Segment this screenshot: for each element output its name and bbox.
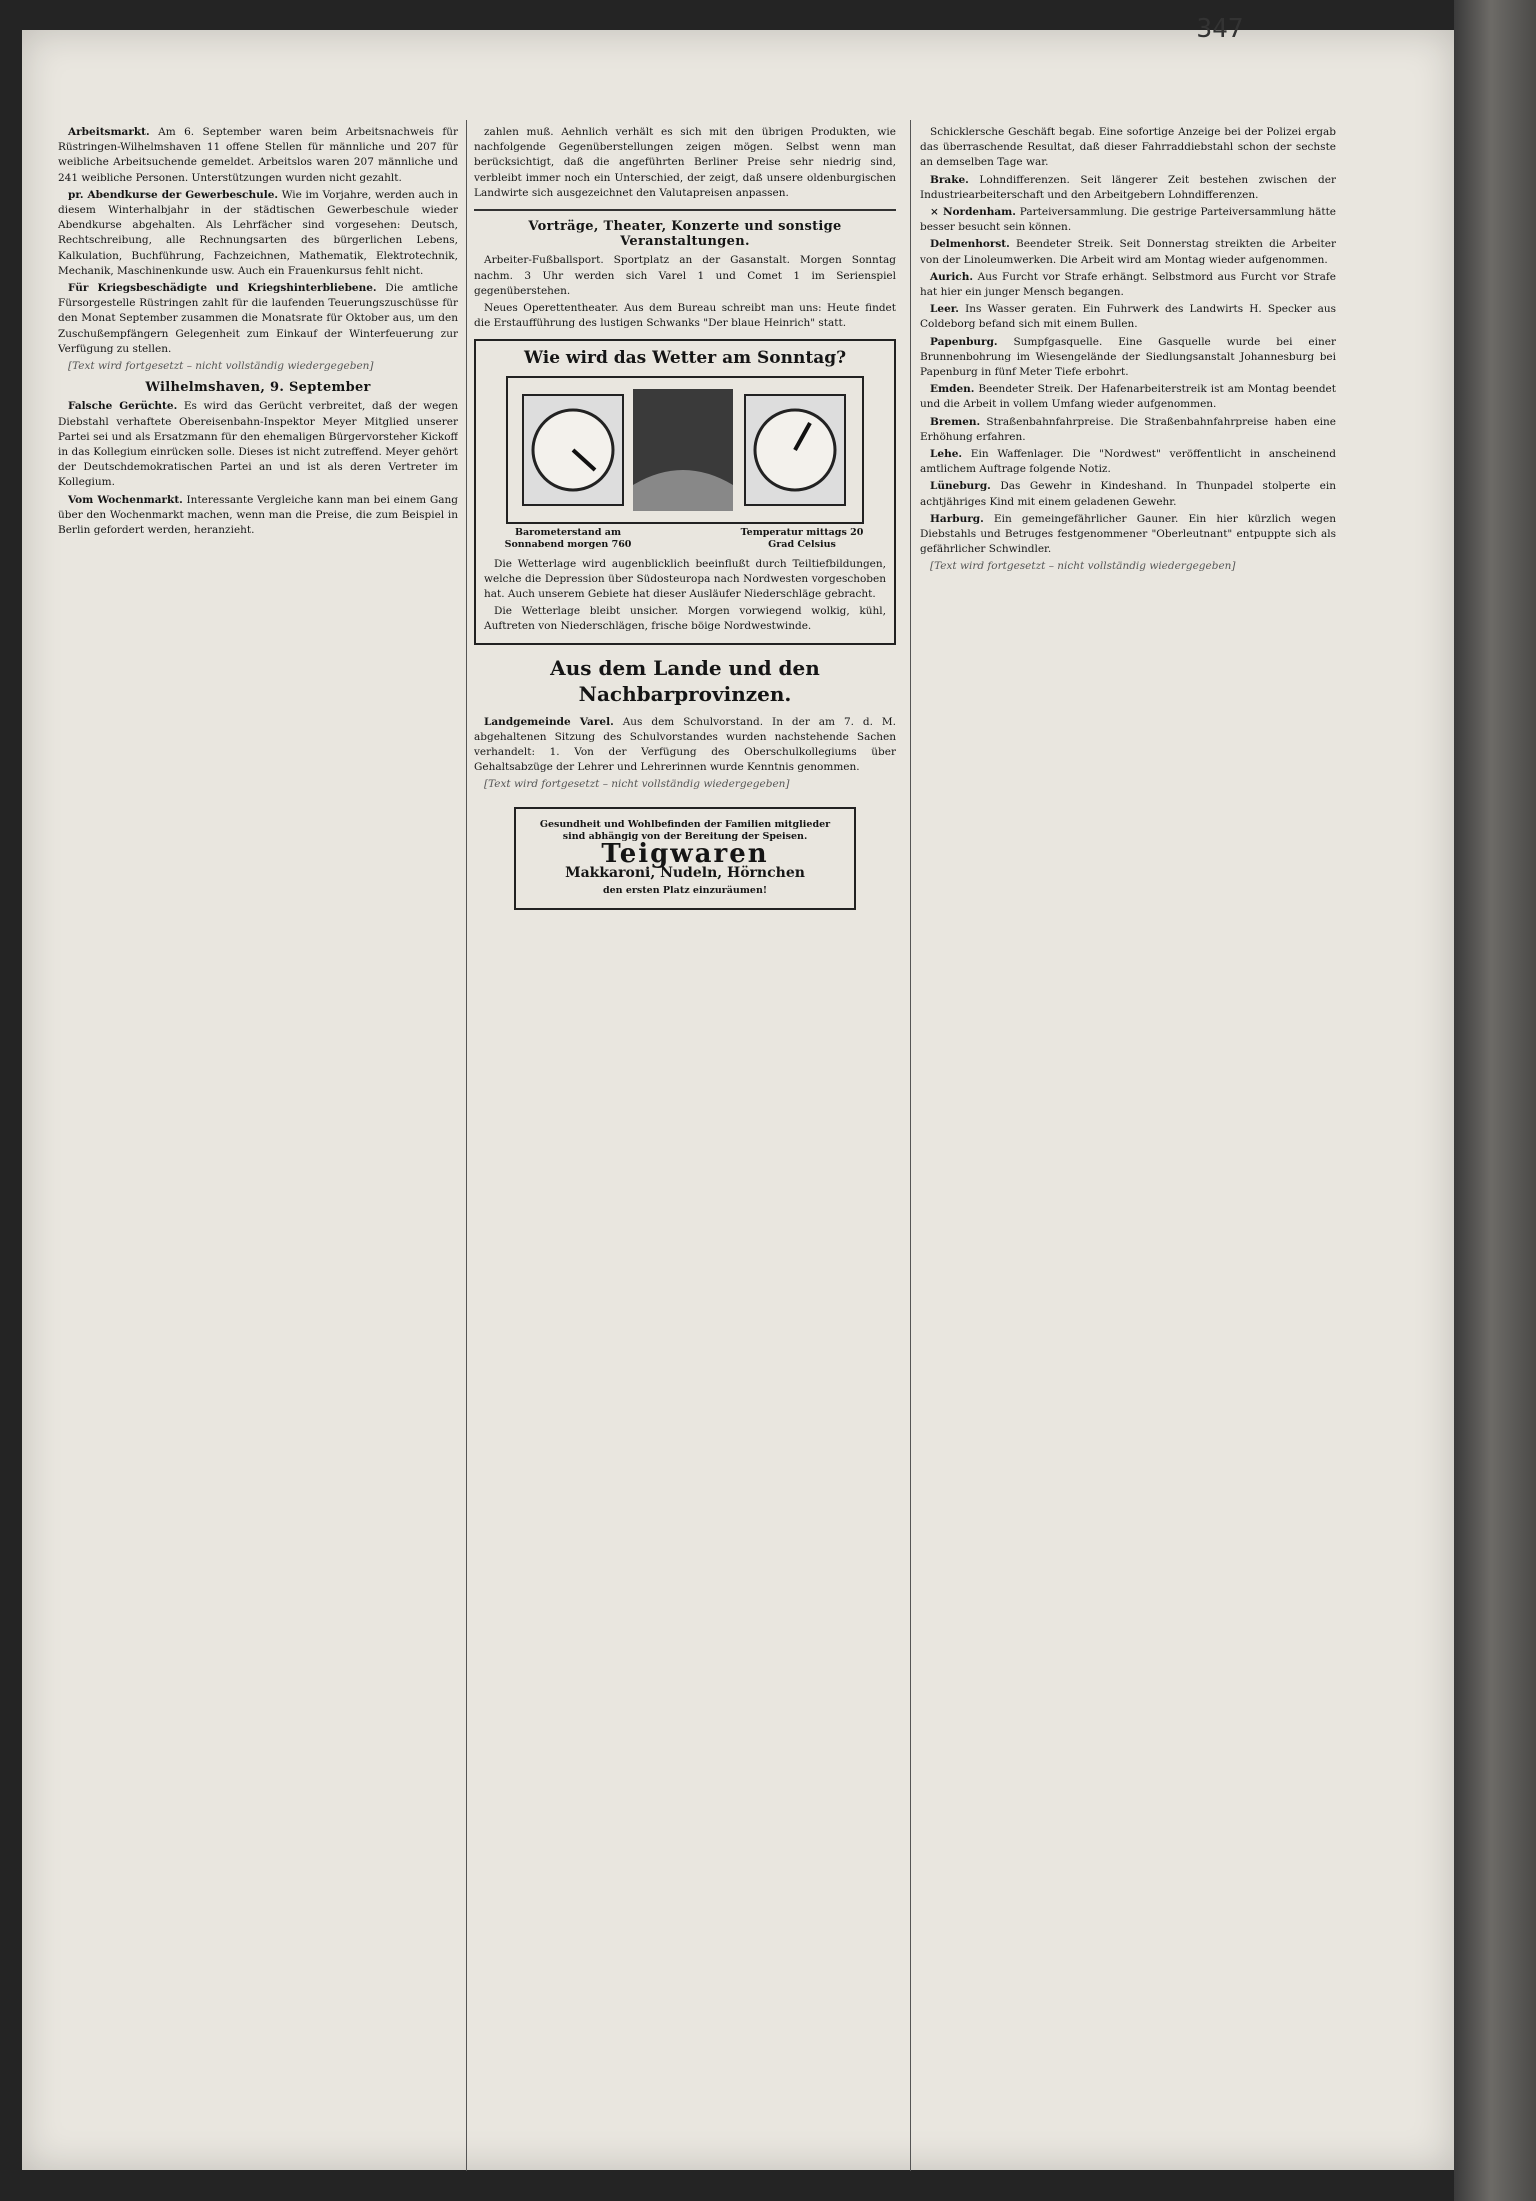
article-text: Parteiversammlung. Die gestrige Parteiversammlung hätte besser besucht sein können. <box>920 206 1336 234</box>
article-lead: Für Kriegsbeschädigte und Kriegshinterbliebene. <box>68 282 377 295</box>
weather-title: Wie wird das Wetter am Sonntag? <box>523 348 847 369</box>
article-fussball: Arbeiter-Fußballsport. Sportplatz an der Gasanstalt. Morgen Sonntag nachm. 3 Uhr werden sich Varel 1 und Comet 1 im Serienspiel gegenüberstehen. <box>474 254 896 297</box>
article-nordenham <box>920 205 1336 235</box>
article-text: Straßenbahnfahrpreise. Die Straßenbahnfahrpreise haben eine Erhöhung erfahren. <box>920 415 1336 443</box>
article-wochenmarkt <box>58 493 458 539</box>
section-heading: Wilhelmshaven, 9. September <box>145 380 371 396</box>
article-lead: Brake. <box>930 173 969 186</box>
weather-box <box>474 339 896 644</box>
article-text: Ein Waffenlager. Die "Nordwest" veröffentlicht in anscheinend amtlichem Auftrage folgende Notiz. <box>920 448 1336 476</box>
barometer-caption: Barometerstand am Sonnabend morgen 760 <box>504 526 632 550</box>
article-lead: Emden. <box>930 383 975 396</box>
article-text: Aus Furcht vor Strafe erhängt. Selbstmord aus Furcht vor Strafe hat hier ein junger Mensch begangen. <box>920 270 1336 299</box>
article-lead: Lehe. <box>930 448 963 461</box>
weather-illustration <box>505 375 865 525</box>
article-text: Die amtliche Fürsorgestelle Rüstringen zahlt für die laufenden Teuerungszuschüsse für den Monat September zusammen die Monatsrate für Oktober aus, um den Zuschußempfängern Gelegenheit zum Einkauf der Winterfeuerung zur Verfügung zu stellen. <box>58 282 458 355</box>
article-bremen <box>920 415 1336 445</box>
article-lead: Delmenhorst. <box>930 238 1010 251</box>
article-lead: Harburg. <box>930 512 984 525</box>
article-lead: pr. Abendkurse der Gewerbeschule. <box>68 188 279 201</box>
column-rule <box>910 120 911 2171</box>
article-kriegsbeschaedigte <box>58 281 458 357</box>
temperature-caption: Temperatur mittags 20 Grad Celsius <box>740 526 864 550</box>
article-lead: Vom Wochenmarkt. <box>68 493 183 506</box>
article-lead: Bremen. <box>930 415 981 428</box>
article-leer <box>920 302 1336 332</box>
article-text: Interessante Vergleiche kann man bei einem Gang über den Wochenmarkt machen, wenn man die Preise, die zum Beispiel in Berlin gefordert werden, heranzieht. <box>58 493 458 537</box>
column-middle <box>474 125 896 2181</box>
article-text: Beendeter Streik. Der Hafenarbeiterstreik ist am Montag beendet und die Arbeit in vollem Umfang wieder aufgenommen. <box>920 383 1336 411</box>
article-text: Wie im Vorjahre, werden auch in diesem Winterhalbjahr in der städtischen Gewerbeschule wieder Abendkurse abgehalten. Als Lehrfächer sind vorgesehen: Deutsch, Rechtschreibung, alle Rechnungsarten des bürgerlichen Lebens, Kalkulation, Buchführung, Fachzeichnen, Mathematik, Elektrotechnik, Mechanik, Maschinenkunde usw. Auch ein Frauenkursus fehlt nicht. <box>58 188 458 277</box>
article-emden <box>920 382 1336 412</box>
advertisement <box>514 807 856 911</box>
ad-tagline: den ersten Platz einzuräumen! <box>602 885 768 897</box>
omitted-note: [Text wird fortgesetzt – nicht vollständig wiedergegeben] <box>68 360 374 373</box>
article-varel <box>474 715 896 776</box>
article-text: Ein gemeingefährlicher Gauner. Ein hier kürzlich wegen Diebstahls und Betruges festgenommener "Oberleutnant" entpuppte sich als gefährlicher Schwindler. <box>920 512 1336 556</box>
article-continuation: zahlen muß. Aehnlich verhält es sich mit den übrigen Produkten, wie nachfolgende Gegenüberstellungen zeigen mögen. Selbst wenn man berücksichtigt, daß die angeführten Berliner Preise sehr niedrig sind, verbleibt immer noch ein Unterschied, der zeigt, daß unsere oldenburgischen Landwirte sich ausgezeichnet den Valutapreisen anpassen. <box>474 126 896 199</box>
column-rule <box>466 120 467 2171</box>
article-lead: Leer. <box>930 303 959 316</box>
barometer-icon <box>523 395 623 505</box>
article-arbeitsmarkt <box>58 125 458 186</box>
weather-summary: Die Wetterlage bleibt unsicher. Morgen vorwiegend wolkig, kühl, Auftreten von Niederschlägen, frische böige Nordwestwinde. <box>484 605 886 633</box>
omitted-note: [Text wird fortgesetzt – nicht vollständig wiedergegeben] <box>930 560 1236 573</box>
weather-captions <box>498 527 872 551</box>
landscape-icon <box>633 389 733 511</box>
column-right <box>920 125 1336 2181</box>
article-text: Das Gewehr in Kindeshand. In Thunpadel stolperte ein achtjähriges Kind mit einem geladenen Gewehr. <box>920 480 1336 508</box>
article-geruechte <box>58 399 458 490</box>
omitted-note: [Text wird fortgesetzt – nicht vollständig wiedergegeben] <box>484 778 790 791</box>
ad-subtitle: Makkaroni, Nudeln, Hörnchen <box>565 864 805 881</box>
article-lead: Arbeitsmarkt. <box>68 126 150 138</box>
article-continuation: Schicklersche Geschäft begab. Eine sofortige Anzeige bei der Polizei ergab das überraschende Resultat, daß dieser Fahrraddiebstahl schon der sechste an demselben Tage war. <box>920 126 1336 169</box>
article-brake <box>920 173 1336 203</box>
book-edge <box>1454 0 1536 2201</box>
article-lead: Lüneburg. <box>930 480 991 493</box>
article-harburg <box>920 512 1336 558</box>
article-lead: × Nordenham. <box>930 206 1016 219</box>
column-left <box>58 125 458 2181</box>
article-abendkurse <box>58 188 458 279</box>
article-lead: Papenburg. <box>930 335 998 348</box>
article-lueneburg <box>920 479 1336 509</box>
article-papenburg <box>920 335 1336 381</box>
article-text: Beendeter Streik. Seit Donnerstag streikten die Arbeiter von der Linoleumwerken. Die Arbeit wird am Montag wieder aufgenommen. <box>920 238 1336 266</box>
article-operette: Neues Operettentheater. Aus dem Bureau schreibt man uns: Heute findet die Erstaufführung des lustigen Schwanks "Der blaue Heinrich" statt. <box>474 302 896 330</box>
section-heading: Vorträge, Theater, Konzerte und sonstige Veranstaltungen. <box>528 219 842 250</box>
thermometer-icon <box>745 395 845 505</box>
article-lehe <box>920 447 1336 477</box>
article-text: Sumpfgasquelle. Eine Gasquelle wurde bei einer Brunnenbohrung im Wiesengelände der Siedlungsanstalt Johannesburg bei Papenburg in fünf Meter Tiefe erbohrt. <box>920 335 1336 379</box>
ad-intro: Gesundheit und Wohlbefinden der Familien mitglieder sind abhängig von der Bereitung der Speisen. <box>539 818 831 842</box>
page-number: 347 <box>1196 14 1244 44</box>
article-aurich <box>920 270 1336 300</box>
section-heading-provinces: Aus dem Lande und den Nachbarprovinzen. <box>550 655 820 706</box>
ad-title: Teigwaren <box>601 838 769 869</box>
article-delmenhorst <box>920 237 1336 267</box>
divider <box>474 209 896 211</box>
article-text: Es wird das Gerücht verbreitet, daß der wegen Diebstahl verhaftete Obereisenbahn-Inspektor Meyer Mitglied unserer Partei sei und als Ersatzmann für den ehemaligen Bürgervorsteher Kickoff in das Kollegium einrücken solle. Dieses ist nicht zutreffend. Meyer gehört der Deutschdemokratischen Partei an und ist als deren Vertreter im Kollegium. <box>58 400 458 489</box>
article-text: Ins Wasser geraten. Ein Fuhrwerk des Landwirts H. Specker aus Coldeborg befand sich mit einem Bullen. <box>920 303 1336 331</box>
article-lead: Landgemeinde Varel. <box>484 715 614 728</box>
article-text: Lohndifferenzen. Seit längerer Zeit bestehen zwischen der Industriearbeiterschaft und den Arbeitgebern Lohndifferenzen. <box>920 173 1336 201</box>
article-lead: Aurich. <box>930 270 973 283</box>
article-lead: Falsche Gerüchte. <box>68 400 178 413</box>
article-text: Aus dem Schulvorstand. In der am 7. d. M. abgehaltenen Sitzung des Schulvorstandes wurden nachstehende Sachen verhandelt: 1. Von der Verfügung des Oberschulkollegiums über Gehaltsabzüge der Lehrer und Lehrerinnen wurde Kenntnis genommen. <box>474 715 896 774</box>
article-text: Am 6. September waren beim Arbeitsnachweis für Rüstringen-Wilhelmshaven 11 offene Stellen für männliche und 207 für weibliche Arbeitsuchende gemeldet. Arbeitslos waren 207 männliche und 241 weibliche Personen. Unterstützungen wurden nicht gezahlt. <box>58 126 458 184</box>
weather-text: Die Wetterlage wird augenblicklich beeinflußt durch Teiltiefbildungen, welche die Depression über Südosteuropa nach Nordwesten vorgeschoben hat. Auch unserem Gebiete hat dieser Ausläufer Niederschläge gebracht. <box>484 557 886 601</box>
